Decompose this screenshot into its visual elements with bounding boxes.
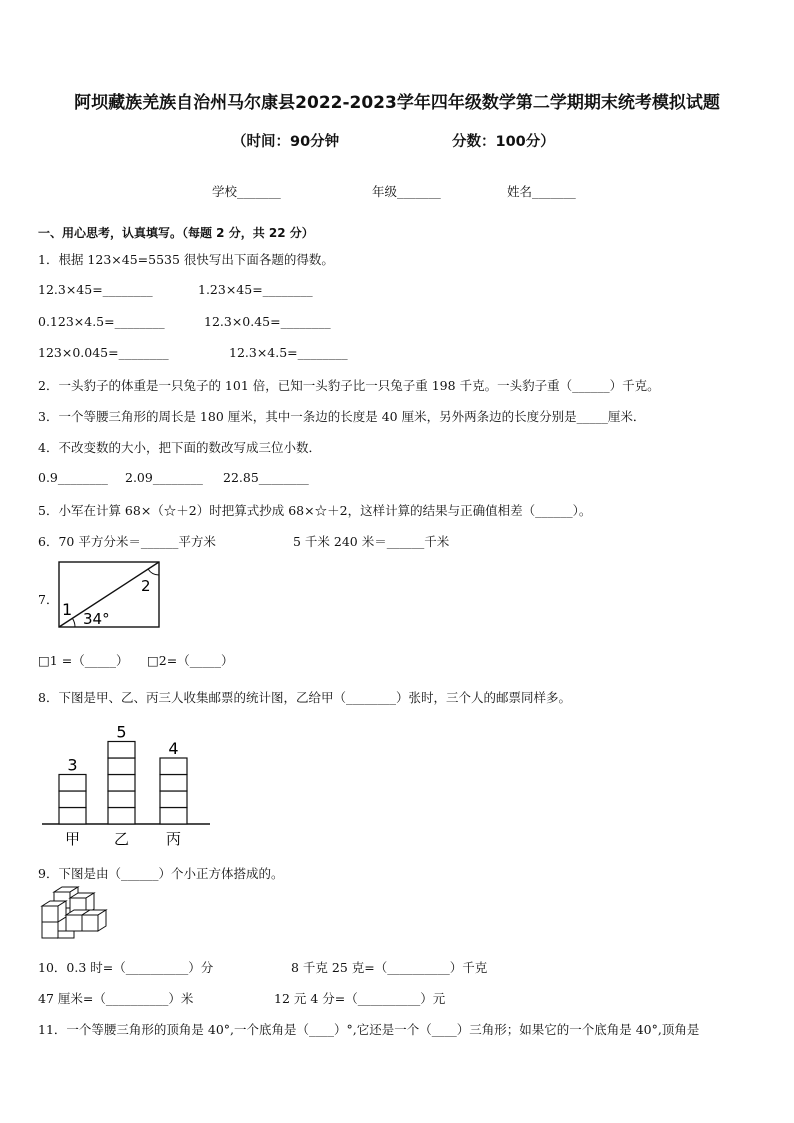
question-9: 9．下图是由（______）个小正方体搭成的。	[38, 866, 284, 881]
name-field: 姓名_______	[507, 184, 576, 199]
question-6b: 5 千米 240 米＝______千米	[293, 534, 450, 549]
q1-item: 1.23×45=________	[198, 282, 313, 297]
angle-label-2: 2	[141, 577, 151, 595]
question-8: 8．下图是甲、乙、丙三人收集邮票的统计图，乙给甲（________）张时，三个人的邮票同样多。	[38, 690, 571, 705]
question-1: 1．根据 123×45=5535 很快写出下面各题的得数。	[38, 252, 334, 267]
q1-item: 12.3×0.45=________	[204, 314, 331, 329]
category-label: 甲	[64, 830, 81, 848]
question-3: 3．一个等腰三角形的周长是 180 厘米，其中一条边的长度是 40 厘米，另外两条边的长度分别是_____厘米．	[38, 409, 646, 424]
question-10a: 10．0.3 时=（__________）分	[38, 960, 214, 975]
question-10c: 47 厘米=（__________）米	[38, 991, 194, 1006]
bar-unit-square	[160, 758, 187, 775]
bar-unit-square	[108, 742, 135, 759]
bar-unit-square	[59, 775, 86, 792]
cube-front-face	[58, 931, 74, 938]
bar-unit-square	[59, 791, 86, 808]
bar-unit-square	[108, 791, 135, 808]
q1-item: 123×0.045=________	[38, 345, 169, 360]
page-title: 阿坝藏族羌族自治州马尔康县2022-2023学年四年级数学第二学期期末统考模拟试题	[74, 93, 720, 113]
cube-front-face	[42, 906, 58, 922]
cube-front-face	[66, 915, 82, 931]
bar-value-label: 3	[67, 755, 78, 775]
angle-arc-1	[72, 618, 75, 627]
q4-item: 22.85________	[223, 470, 309, 485]
question-5: 5．小军在计算 68×（☆＋2）时把算式抄成 68×☆＋2，这样计算的结果与正确值相差（______）。	[38, 503, 592, 518]
question-6a: 6．70 平方分米＝______平方米	[38, 534, 216, 549]
angle-value: 34°	[83, 610, 110, 628]
bar-unit-square	[108, 758, 135, 775]
bar-unit-square	[160, 791, 187, 808]
q1-item: 0.123×4.5=________	[38, 314, 165, 329]
question-10b: 8 千克 25 克=（__________）千克	[291, 960, 488, 975]
bar-unit-square	[160, 808, 187, 825]
bar-value-label: 4	[168, 739, 179, 758]
cube-front-face	[82, 915, 98, 931]
q4-item: 0.9________	[38, 470, 108, 485]
stamp-bar-chart	[38, 712, 218, 852]
q4-item: 2.09________	[125, 470, 203, 485]
exam-time: （时间：90分钟	[232, 134, 340, 150]
section-heading: 一、用心思考，认真填写。（每题 2 分，共 22 分）	[38, 226, 314, 240]
bar-unit-square	[108, 808, 135, 825]
q1-item: 12.3×4.5=________	[229, 345, 348, 360]
question-10d: 12 元 4 分=（__________）元	[274, 991, 446, 1006]
question-11: 11．一个等腰三角形的顶角是 40°,一个底角是（____）°,它还是一个（____）三角形；如果它的一个底角是 40°,顶角是	[38, 1022, 700, 1037]
bar-unit-square	[160, 775, 187, 792]
bar-unit-square	[108, 775, 135, 792]
q7-answer-1: □1 =（_____）	[38, 653, 129, 668]
cube-stack-figure	[40, 886, 112, 948]
q7-answer-2: □2=（_____）	[147, 653, 234, 668]
school-field: 学校_______	[212, 184, 281, 199]
question-7-number: 7．	[38, 592, 59, 607]
category-label: 丙	[165, 830, 182, 848]
bar-value-label: 5	[116, 722, 127, 742]
grade-field: 年级_______	[372, 184, 441, 199]
bar-unit-square	[59, 808, 86, 825]
question-2: 2．一头豹子的体重是一只兔子的 101 倍，已知一头豹子比一只兔子重 198 千克。一头豹子重（______）千克。	[38, 378, 660, 393]
cube-front-face	[42, 922, 58, 938]
angle-label-1: 1	[62, 600, 73, 619]
q1-item: 12.3×45=________	[38, 282, 153, 297]
category-label: 乙	[113, 830, 130, 848]
question-4: 4．不改变数的大小，把下面的数改写成三位小数．	[38, 440, 321, 455]
rectangle-diagonal-figure	[56, 560, 162, 630]
angle-arc-2	[148, 569, 159, 575]
exam-score: 分数：100分）	[452, 134, 555, 150]
